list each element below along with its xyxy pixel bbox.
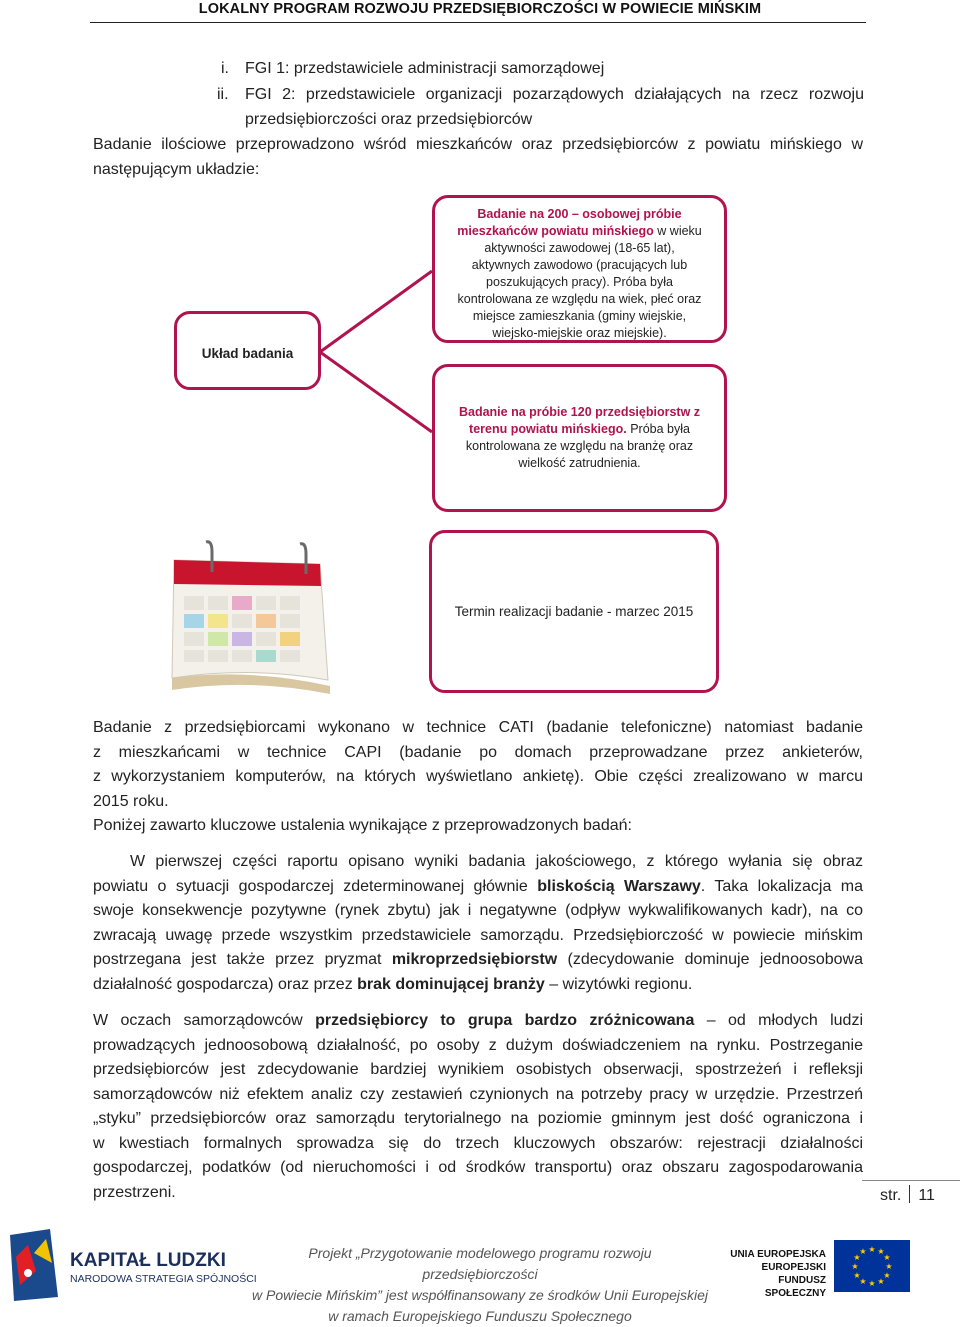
kapital-ludzki-logo-icon (6, 1227, 62, 1303)
text-span: – od młodych ludzi (694, 1012, 864, 1029)
footer-line: w ramach Europejskiego Funduszu Społecznego (328, 1308, 632, 1324)
para-line (93, 875, 863, 900)
footer-line: Projekt „Przygotowanie modelowego programu rozwoju przedsiębiorczości (308, 1245, 652, 1282)
list-item-1: FGI 1: przedstawiciele administracji samorządowej (245, 60, 605, 77)
box-companies-text (435, 404, 724, 472)
kapital-ludzki-title: KAPITAŁ LUDZKI (70, 1250, 226, 1271)
box-companies-tail: Próba była (626, 422, 690, 436)
text-span: (zdecydowanie dominuje jednoosobowa (557, 951, 864, 968)
intro-line-2: następującym układzie: (93, 161, 260, 178)
svg-text:★: ★ (883, 1253, 891, 1262)
list-item-2-line2: przedsiębiorczości oraz przedsiębiorców (245, 111, 533, 128)
svg-text:★: ★ (868, 1279, 876, 1288)
eu-line: UNIA EUROPEJSKA (730, 1249, 826, 1260)
page-number-rule (862, 1180, 960, 1181)
para-line: W pierwszej części raportu opisano wyniki badania jakościowego, z którego wyłania się obraz (130, 853, 863, 870)
para-line: 2015 roku. (93, 792, 169, 810)
svg-text:★: ★ (859, 1277, 867, 1286)
para-line (93, 973, 863, 998)
para-findings-intro: Poniżej zawarto kluczowe ustalenia wynikające z przeprowadzonych badań: (93, 817, 632, 834)
box-residents-line: aktywności zawodowej (18-65 lat), (484, 241, 675, 255)
box-residents-line: poszukujących pracy). Próba była (486, 275, 673, 289)
paragraph-methods (93, 716, 863, 839)
footer-line: w Powiecie Mińskim” jest współfinansowany ze środków Unii Europejskiej (252, 1287, 708, 1303)
para-line: w kwestiach formalnych sprowadza się do trzech kluczowych obszarów: rejestracji działalności (93, 1134, 863, 1152)
svg-text:★: ★ (853, 1253, 861, 1262)
para-line: gospodarczej, podatków (od nieruchomości i od środków transportu) oraz obszaru zagospodarowania (93, 1159, 863, 1176)
box-residents-line: miejsce zamieszkania (gminy wiejskie, (472, 309, 687, 323)
svg-text:★: ★ (883, 1271, 891, 1280)
svg-text:★: ★ (853, 1271, 861, 1280)
footer-project-text (250, 1243, 710, 1327)
root-box (174, 311, 321, 390)
svg-text:★: ★ (877, 1247, 885, 1256)
box-residents-line: kontrolowana ze względu na wiek, płeć oraz (457, 292, 702, 306)
sample-box-companies (432, 364, 727, 512)
box-companies-line: wielkość zatrudnienia. (518, 456, 641, 470)
para-line: prowadzących jednoosobową działalność, po osoby z dużym doświadczeniem na rynku. Postrzeganie (93, 1036, 863, 1054)
box-residents-line: aktywnych zawodowo (pracujących lub (471, 258, 688, 272)
timeline-text: Termin realizacji badanie - marzec 2015 (454, 604, 694, 619)
eu-line: FUNDUSZ SPOŁECZNY (764, 1275, 826, 1299)
para-line: swoje konsekwencje pozytywne (rynek zbytu) jak i negatywne (odpływ wykwalifikowanych kadr), na co (93, 902, 863, 919)
timeline-box (429, 530, 719, 693)
root-label: Układ badania (201, 346, 294, 361)
page-number-prefix: str. (880, 1187, 902, 1204)
paragraph-entrepreneurs (93, 1009, 863, 1205)
paragraph-qualitative (93, 850, 863, 997)
emphasis-warsaw: bliskością Warszawy (537, 877, 701, 895)
emphasis-branch: brak dominującej branży (357, 975, 545, 993)
kapital-ludzki-subtitle: NARODOWA STRATEGIA SPÓJNOŚCI (70, 1273, 257, 1285)
eu-line: EUROPEJSKI (761, 1262, 826, 1273)
page-number (880, 1185, 935, 1205)
eu-flag-icon (834, 1240, 910, 1292)
eu-text-block (726, 1248, 826, 1300)
para-line: z wykorzystaniem komputerów, na których wyświetlano ankietę). Obie części zrealizowano w marcu (93, 768, 863, 785)
list-marker-2: ii. (217, 86, 229, 103)
para-line: przedsiębiorców jest zdecydowanie bardziej wynikiem osobistych obserwacji, spostrzeżeń i refleksji (93, 1061, 863, 1078)
para-line: „styku” przedsiębiorców oraz samorządu terytorialnego na poziomie gminnym jest dość ograniczona i (93, 1110, 863, 1127)
running-header: LOKALNY PROGRAM ROZWOJU PRZEDSIĘBIORCZOŚCI W POWIECIE MIŃSKIM (198, 1, 762, 17)
para-line: Badanie z przedsiębiorcami wykonano w technice CATI (badanie telefoniczne) natomiast badanie (93, 719, 863, 736)
box-companies-line: kontrolowana ze względu na branżę oraz (465, 439, 694, 453)
page-number-separator (909, 1185, 910, 1203)
list-marker-1: i. (221, 60, 229, 77)
para-line (93, 948, 863, 973)
text-span: działalność gospodarcza) oraz przez (93, 975, 358, 993)
para-line: z mieszkańcami w technice CAPI (badanie po domach przeprowadzane przez ankieterów, (93, 743, 863, 761)
svg-text:★: ★ (851, 1262, 859, 1271)
svg-text:★: ★ (877, 1277, 885, 1286)
box-residents-heading-2: mieszkańców powiatu mińskiego (457, 224, 654, 238)
text-span: . Taka lokalizacja ma (700, 877, 864, 895)
para-line: samorządowców niż efektem analiz czy zestawień czynionych na potrzeby pracy w urzędzie. Przestrzeń (93, 1085, 863, 1103)
emphasis-micro: mikroprzedsiębiorstw (391, 951, 558, 968)
box-companies-heading: Badanie na próbie 120 przedsiębiorstw z (458, 405, 701, 419)
text-span: powiatu o sytuacji gospodarczej zdeterminowanej głównie (93, 877, 538, 895)
para-line (93, 1009, 863, 1034)
para-line: przestrzeni. (93, 1183, 176, 1201)
box-residents-text (435, 206, 724, 342)
svg-text:★: ★ (868, 1245, 876, 1254)
svg-text:★: ★ (885, 1262, 893, 1271)
box-residents-line: wiejsko-miejskie oraz miejskie). (492, 326, 667, 340)
calendar-icon (160, 538, 340, 698)
text-span: W oczach samorządowców (93, 1012, 316, 1029)
svg-text:★: ★ (859, 1247, 867, 1256)
box-companies-heading-2: terenu powiatu mińskiego. (469, 422, 627, 436)
text-span: – wizytówki regionu. (544, 975, 693, 993)
page-number-value: 11 (918, 1187, 935, 1204)
emphasis-diverse: przedsiębiorcy to grupa bardzo zróżnicowana (315, 1012, 695, 1029)
list-item-2-line1: FGI 2: przedstawiciele organizacji pozarządowych działających na rzecz rozwoju (245, 86, 864, 103)
box-residents-heading: Badanie na 200 – osobowej próbie (477, 207, 682, 221)
box-residents-tail: w wieku (653, 224, 702, 238)
text-span: postrzegana jest także przez pryzmat (93, 951, 392, 968)
para-line: zwracają uwagę przede wszystkim przedstawiciele samorządu. Przedsiębiorczość w powiecie mińskim (93, 926, 863, 944)
intro-line-1: Badanie ilościowe przeprowadzono wśród mieszkańców oraz przedsiębiorców z powiatu mińskiego w (93, 136, 863, 153)
sample-box-residents (432, 195, 727, 343)
